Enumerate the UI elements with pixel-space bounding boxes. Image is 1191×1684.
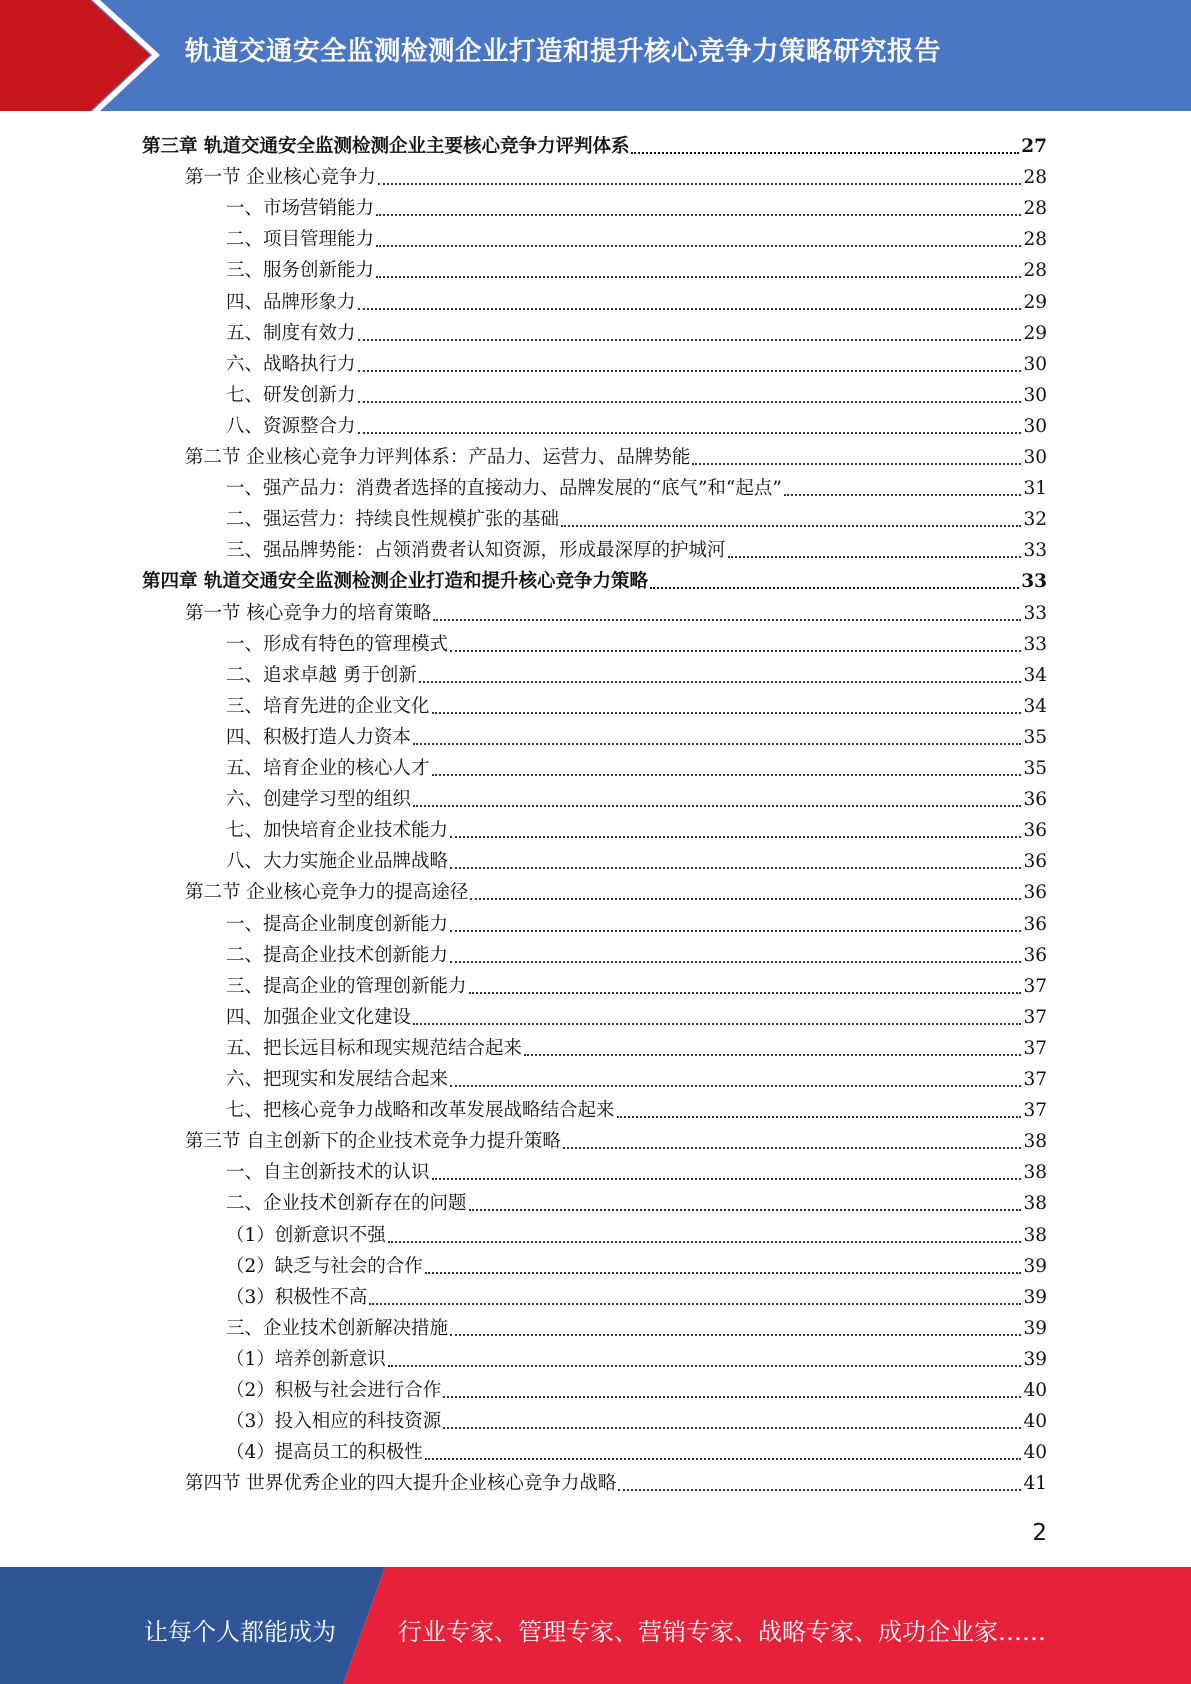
- toc-dot-leader: [617, 1116, 1022, 1118]
- toc-entry[interactable]: [226, 1248, 1047, 1279]
- toc-entry-page: 30: [1023, 447, 1047, 468]
- toc-dot-leader: [432, 712, 1022, 714]
- toc-entry-page: 40: [1023, 1380, 1047, 1401]
- toc-entry-page: 39: [1023, 1255, 1047, 1277]
- page-header: [0, 0, 1191, 111]
- footer-slogan-right: 行业专家、管理专家、营销专家、战略专家、成功企业家……: [398, 1618, 1046, 1646]
- toc-entry[interactable]: [185, 595, 1047, 626]
- toc-entry-page: 33: [1021, 571, 1047, 593]
- toc-dot-leader: [388, 1365, 1022, 1367]
- toc-entry-page: 33: [1023, 633, 1047, 655]
- toc-entry-page: 40: [1023, 1442, 1047, 1464]
- toc-entry-page: 39: [1023, 1317, 1047, 1339]
- toc-entry-page: 41: [1023, 1473, 1047, 1495]
- toc-entry-page: 36: [1023, 882, 1047, 904]
- toc-entry[interactable]: [226, 688, 1047, 719]
- toc-entry[interactable]: [226, 657, 1047, 688]
- toc-entry-page: 38: [1023, 1162, 1047, 1184]
- toc-dot-leader: [450, 836, 1021, 838]
- toc-entry-label: 六、把现实和发展结合起来: [226, 1069, 449, 1090]
- toc-entry-label: 八、大力实施企业品牌战略: [226, 851, 449, 873]
- toc-entry-page: 37: [1023, 1037, 1047, 1059]
- toc-entry-label: 四、加强企业文化建设: [226, 1006, 412, 1028]
- toc-entry-label: （4）提高员工的积极性: [226, 1442, 423, 1464]
- toc-entry[interactable]: [226, 1154, 1047, 1185]
- toc-entry[interactable]: [226, 1279, 1047, 1310]
- toc-entry[interactable]: [226, 1403, 1047, 1434]
- toc-entry[interactable]: [226, 284, 1047, 315]
- toc-dot-leader: [728, 556, 1022, 558]
- toc-entry[interactable]: [226, 221, 1047, 252]
- toc-entry-page: 30: [1023, 384, 1047, 406]
- toc-dot-leader: [432, 1178, 1022, 1180]
- toc-dot-leader: [650, 587, 1019, 589]
- toc-dot-leader: [618, 1489, 1021, 1491]
- toc-dot-leader: [524, 1054, 1021, 1056]
- toc-entry-page: 36: [1023, 944, 1047, 966]
- toc-entry[interactable]: [226, 315, 1047, 346]
- toc-entry-label: 一、自主创新技术的认识: [226, 1162, 430, 1184]
- toc-entry[interactable]: [226, 1310, 1047, 1341]
- toc-entry-label: 二、企业技术创新存在的问题: [226, 1193, 467, 1215]
- toc-entry-page: 33: [1023, 540, 1047, 562]
- toc-entry-page: 28: [1023, 167, 1047, 189]
- toc-entry-label: 三、提高企业的管理创新能力: [226, 975, 467, 997]
- toc-entry[interactable]: [226, 906, 1047, 937]
- toc-entry-label: 七、把核心竞争力战略和改革发展战略结合起来: [226, 1100, 615, 1122]
- toc-dot-leader: [433, 619, 1021, 621]
- toc-entry-page: 27: [1021, 136, 1047, 157]
- toc-entry-page: 37: [1023, 1006, 1047, 1028]
- toc-entry[interactable]: [142, 563, 1047, 594]
- toc-entry[interactable]: [226, 750, 1047, 781]
- toc-dot-leader: [376, 276, 1021, 278]
- toc-entry-page: 31: [1023, 478, 1047, 500]
- toc-entry-label: （3）投入相应的科技资源: [226, 1411, 442, 1433]
- toc-entry-page: 40: [1023, 1411, 1047, 1433]
- toc-entry[interactable]: [185, 159, 1047, 190]
- page-footer: [0, 1567, 1191, 1684]
- toc-entry-label: 二、追求卓越 勇于创新: [226, 664, 417, 686]
- toc-dot-leader: [369, 1303, 1021, 1305]
- toc-entry-label: 一、形成有特色的管理模式: [226, 633, 449, 655]
- page-number: 2: [1032, 1520, 1047, 1546]
- toc-entry-page: 38: [1023, 1131, 1047, 1153]
- toc-entry-label: 三、强品牌势能：占领消费者认知资源，形成最深厚的护城河: [226, 540, 726, 562]
- toc-dot-leader: [450, 930, 1021, 932]
- toc-dot-leader: [450, 961, 1021, 963]
- toc-entry-page: 33: [1023, 602, 1047, 624]
- toc-entry-page: 28: [1023, 260, 1047, 282]
- toc-dot-leader: [425, 1272, 1022, 1274]
- toc-entry[interactable]: [226, 252, 1047, 283]
- toc-entry-page: 37: [1023, 1100, 1047, 1122]
- toc-entry-label: 二、提高企业技术创新能力: [226, 944, 449, 966]
- toc-entry[interactable]: [185, 874, 1047, 905]
- toc-entry[interactable]: [226, 781, 1047, 812]
- toc-entry[interactable]: [226, 408, 1047, 439]
- toc-dot-leader: [692, 463, 1021, 465]
- toc-entry-label: 二、强运营力：持续良性规模扩张的基础: [226, 509, 560, 531]
- toc-entry[interactable]: [185, 439, 1047, 470]
- toc-entry[interactable]: [226, 1092, 1047, 1123]
- toc-entry-page: 38: [1023, 1193, 1047, 1215]
- toc-entry-label: 一、强产品力：消费者选择的直接动力、品牌发展的“底气”和“起点”: [226, 478, 782, 500]
- toc-entry[interactable]: [226, 968, 1047, 999]
- toc-entry[interactable]: [226, 1061, 1047, 1092]
- toc-dot-leader: [413, 743, 1021, 745]
- toc-entry-label: 一、市场营销能力: [226, 198, 375, 220]
- toc-entry-label: 六、创建学习型的组织: [226, 789, 412, 811]
- toc-entry-page: 37: [1023, 975, 1047, 997]
- toc-entry-page: 36: [1023, 789, 1047, 811]
- toc-dot-leader: [388, 1241, 1022, 1243]
- toc-dot-leader: [784, 494, 1022, 496]
- toc-dot-leader: [450, 1085, 1021, 1087]
- toc-entry-page: 32: [1023, 509, 1047, 531]
- toc-dot-leader: [450, 867, 1021, 869]
- toc-dot-leader: [432, 774, 1022, 776]
- toc-entry[interactable]: [226, 719, 1047, 750]
- toc-dot-leader: [358, 308, 1022, 310]
- toc-entry-page: 37: [1023, 1069, 1047, 1090]
- toc-entry-page: 28: [1023, 198, 1047, 220]
- toc-entry[interactable]: [226, 377, 1047, 408]
- toc-dot-leader: [378, 183, 1022, 185]
- toc-dot-leader: [469, 992, 1022, 994]
- toc-entry-page: 36: [1023, 820, 1047, 842]
- toc-entry-label: 三、企业技术创新解决措施: [226, 1317, 449, 1339]
- toc-dot-leader: [631, 152, 1019, 154]
- toc-entry[interactable]: [226, 1030, 1047, 1061]
- toc-entry-page: 39: [1023, 1348, 1047, 1370]
- toc-entry-label: 七、加快培育企业技术能力: [226, 820, 449, 842]
- toc-dot-leader: [358, 432, 1022, 434]
- toc-entry-label: 第二节 企业核心竞争力的提高途径: [185, 882, 469, 904]
- toc-entry-page: 29: [1023, 291, 1047, 313]
- toc-dot-leader: [470, 898, 1021, 900]
- toc-entry-label: 第一节 企业核心竞争力: [185, 167, 376, 189]
- toc-dot-leader: [358, 370, 1022, 372]
- toc-entry-label: 第四章 轨道交通安全监测检测企业打造和提升核心竞争力策略: [142, 571, 648, 593]
- toc-entry-label: 七、研发创新力: [226, 384, 356, 406]
- toc-entry[interactable]: [226, 999, 1047, 1030]
- footer-slogan-left: 让每个人都能成为: [144, 1618, 336, 1646]
- toc-entry-label: 五、制度有效力: [226, 322, 356, 344]
- toc-entry-page: 39: [1023, 1286, 1047, 1308]
- toc-entry[interactable]: [226, 1434, 1047, 1465]
- toc-entry-label: 六、战略执行力: [226, 353, 356, 375]
- toc-dot-leader: [443, 1396, 1021, 1398]
- toc-entry[interactable]: [226, 346, 1047, 377]
- toc-entry-page: 36: [1023, 851, 1047, 873]
- toc-entry[interactable]: [226, 1185, 1047, 1216]
- toc-entry-label: （3）积极性不高: [226, 1286, 368, 1308]
- toc-entry-label: （1）创新意识不强: [226, 1224, 386, 1246]
- toc-entry-page: 30: [1023, 415, 1047, 437]
- toc-entry-page: 30: [1023, 353, 1047, 375]
- toc-entry-label: 四、品牌形象力: [226, 291, 356, 313]
- toc-entry-page: 38: [1023, 1224, 1047, 1246]
- toc-entry-label: 第一节 核心竞争力的培育策略: [185, 602, 432, 624]
- toc-entry[interactable]: [226, 812, 1047, 843]
- report-title: 轨道交通安全监测检测企业打造和提升核心竞争力策略研究报告: [185, 36, 941, 67]
- toc-entry[interactable]: [185, 1465, 1047, 1496]
- toc-dot-leader: [563, 1147, 1022, 1149]
- toc-entry[interactable]: [226, 626, 1047, 657]
- toc-entry-label: 五、培育企业的核心人才: [226, 758, 430, 779]
- toc-dot-leader: [413, 805, 1021, 807]
- toc-entry-label: 八、资源整合力: [226, 415, 356, 437]
- toc-dot-leader: [358, 339, 1022, 341]
- toc-dot-leader: [425, 1458, 1022, 1460]
- toc-entry-label: （2）缺乏与社会的合作: [226, 1255, 423, 1277]
- toc-entry-label: （2）积极与社会进行合作: [226, 1380, 442, 1401]
- toc-dot-leader: [376, 214, 1021, 216]
- toc-entry-page: 35: [1023, 726, 1047, 748]
- toc-dot-leader: [443, 1427, 1021, 1429]
- toc-entry-label: 一、提高企业制度创新能力: [226, 913, 449, 935]
- toc-entry[interactable]: [226, 532, 1047, 563]
- toc-entry-label: 第四节 世界优秀企业的四大提升企业核心竞争力战略: [185, 1473, 617, 1495]
- toc-entry-page: 34: [1023, 664, 1047, 686]
- toc-entry[interactable]: [226, 470, 1047, 501]
- toc-entry[interactable]: [185, 1123, 1047, 1154]
- toc-entry-page: 29: [1023, 322, 1047, 344]
- toc-dot-leader: [561, 525, 1021, 527]
- toc-dot-leader: [450, 1334, 1021, 1336]
- toc-entry-page: 34: [1023, 695, 1047, 717]
- toc-entry[interactable]: [226, 501, 1047, 532]
- toc-entry-label: 第三节 自主创新下的企业技术竞争力提升策略: [185, 1131, 561, 1153]
- toc-dot-leader: [450, 650, 1021, 652]
- toc-entry-label: 第三章 轨道交通安全监测检测企业主要核心竞争力评判体系: [142, 136, 630, 157]
- toc-entry-label: 三、服务创新能力: [226, 260, 375, 282]
- toc-entry-label: 二、项目管理能力: [226, 229, 375, 251]
- toc-dot-leader: [413, 1023, 1021, 1025]
- toc-entry-page: 35: [1023, 758, 1047, 779]
- toc-entry[interactable]: [226, 937, 1047, 968]
- toc-entry[interactable]: [226, 1341, 1047, 1372]
- toc-entry-label: 五、把长远目标和现实规范结合起来: [226, 1037, 523, 1059]
- toc-entry-page: 28: [1023, 229, 1047, 251]
- toc-entry[interactable]: [226, 190, 1047, 221]
- toc-dot-leader: [376, 245, 1021, 247]
- toc-entry-label: （1）培养创新意识: [226, 1348, 386, 1370]
- toc-dot-leader: [358, 401, 1022, 403]
- toc-dot-leader: [419, 681, 1022, 683]
- toc-entry[interactable]: [142, 128, 1047, 159]
- toc-entry[interactable]: [226, 1372, 1047, 1403]
- toc-entry[interactable]: [226, 843, 1047, 874]
- toc-entry-label: 四、积极打造人力资本: [226, 726, 412, 748]
- toc-dot-leader: [469, 1209, 1022, 1211]
- toc-entry-label: 第二节 企业核心竞争力评判体系：产品力、运营力、品牌势能: [185, 447, 691, 468]
- toc-entry-label: 三、培育先进的企业文化: [226, 695, 430, 717]
- toc-entry-page: 36: [1023, 913, 1047, 935]
- toc-entry[interactable]: [226, 1217, 1047, 1248]
